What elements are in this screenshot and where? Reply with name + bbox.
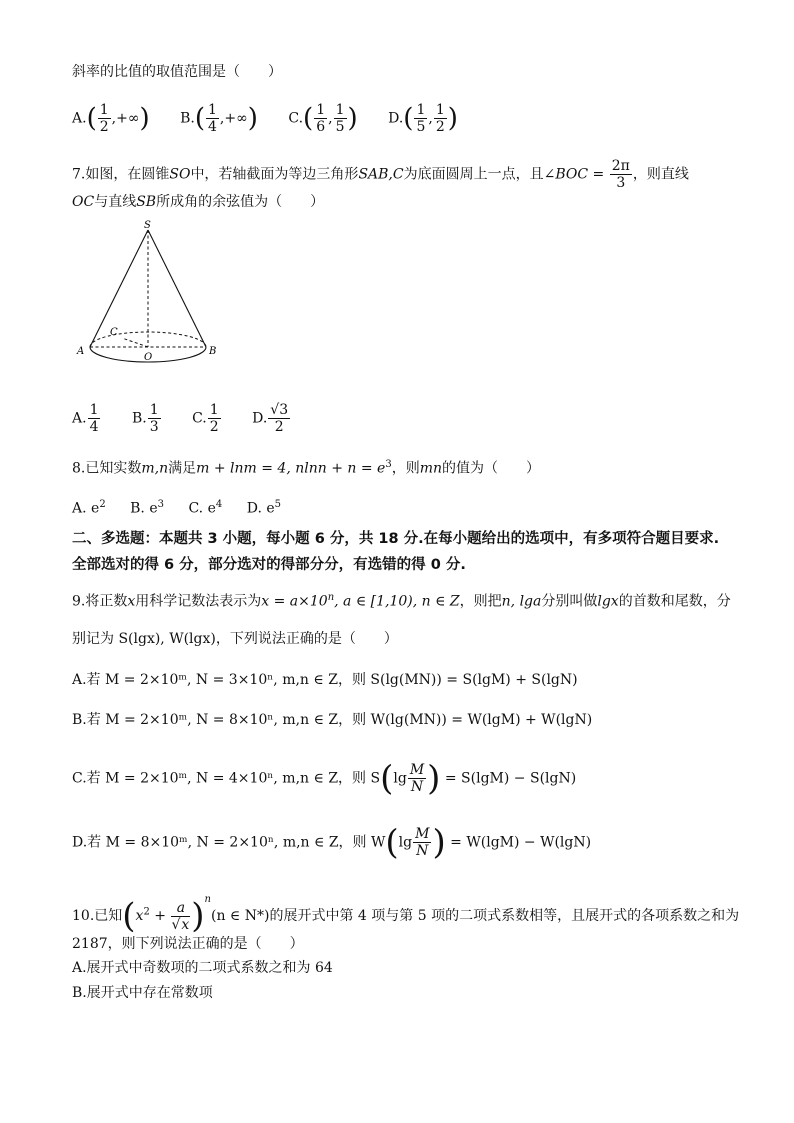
label-a: A [77, 346, 85, 357]
label-b: B [209, 346, 217, 357]
q6-option-d: D.( $\frac{1}{5}$ , $\frac{1}{2}$ ) [388, 102, 458, 135]
q9-option-a: A.若 M = 2×10ᵐ, N = 3×10ⁿ, m,n ∈ Z，则 S(lg(MN)) = S(lgM) + S(lgN) [72, 672, 578, 688]
q6-options [72, 102, 484, 135]
q9-option-c: C.若 M = 2×10ᵐ, N = 4×10ⁿ, m,n ∈ Z，则 S(lg $\frac{M}{N}$ ) = S(lgM) − S(lgN) [72, 758, 577, 799]
q10-option-b: B.展开式中存在常数项 [72, 985, 213, 1001]
q7-stem-line1: 7.如图，在圆锥SO中，若轴截面为等边三角形SAB,C为底面圆周上一点，且∠BOC = $\frac{2\pi}{3}$ ，则直线 [72, 158, 689, 191]
q7-stem-line2: OC与直线SB所成角的余弦值为（ ） [72, 194, 325, 210]
q10-stem-line1: 10.已知($x^2$ + $\frac{a}{√x}$ )$^n$(n ∈ N*)的展开式中第 4 项与第 5 项的二项式系数相等，且展开式的各项系数之和为 [72, 894, 740, 936]
q9-option-d: D.若 M = 8×10ᵐ, N = 2×10ⁿ, m,n ∈ Z，则 W(lg $\frac{M}{N}$ ) = W(lgM) − W(lgN) [72, 822, 592, 863]
q7-options [72, 402, 317, 435]
base-back-arc [90, 332, 206, 347]
q9-option-b: B.若 M = 2×10ᵐ, N = 8×10ⁿ, m,n ∈ Z，则 W(lg(MN)) = W(lgM) + W(lgN) [72, 712, 593, 728]
label-s: S [144, 220, 151, 231]
q6-option-b: B.( $\frac{1}{4}$ ,+∞) [180, 102, 258, 135]
q8-option-c: C. $e^4$ [188, 499, 223, 517]
q7-option-c: C. $\frac{1}{2}$ [192, 402, 219, 435]
q7-option-a: A. $\frac{1}{4}$ [72, 402, 99, 435]
q7-option-b: B. $\frac{1}{3}$ [131, 402, 159, 435]
label-o: O [144, 352, 153, 363]
q6-question-tail: 斜率的比值的取值范围是（ ） [72, 64, 282, 80]
q8-option-a: A. $e^2$ [72, 499, 106, 517]
q6-option-c: C.( $\frac{1}{6}$ , $\frac{1}{5}$ ) [288, 102, 358, 135]
q8-options [72, 495, 301, 519]
q6-option-a: A.( $\frac{1}{2}$ ,+∞) [72, 102, 150, 135]
q7-option-d: D. $\frac{√3}{2}$ [252, 402, 289, 435]
q10-option-a: A.展开式中奇数项的二项式系数之和为 64 [72, 960, 333, 976]
label-c: C [110, 327, 118, 338]
q8-option-d: D. $e^5$ [246, 499, 282, 517]
q7-cone-figure [72, 218, 232, 368]
section-2-heading: 二、多选题：本题共 3 小题，每小题 6 分，共 18 分.在每小题给出的选项中，有多项符合题目要求.全部选对的得 6 分，部分选对的得部分分，有选错的得 0 分. [72, 531, 720, 573]
q9-stem-line1: 9.将正数x用科学记数法表示为$x = a\times 10^n$, a ∈ [1,10), n ∈ Z，则把n, lga分别叫做lgx的首数和尾数，分 [72, 592, 731, 610]
segment-oc [122, 338, 148, 347]
q8-option-b: B. $e^3$ [130, 499, 165, 517]
cone-left-edge [90, 230, 148, 347]
q9-stem-line2: 别记为 S(lgx), W(lgx)，下列说法正确的是（ ） [72, 631, 398, 647]
cone-right-edge [148, 230, 206, 347]
q10-stem-line2: 2187，则下列说法正确的是（ ） [72, 936, 304, 952]
q8-stem: 8.已知实数m,n满足m + lnm = 4, $nlnn + n = e^3$，则mn的值为（ ） [72, 459, 540, 477]
